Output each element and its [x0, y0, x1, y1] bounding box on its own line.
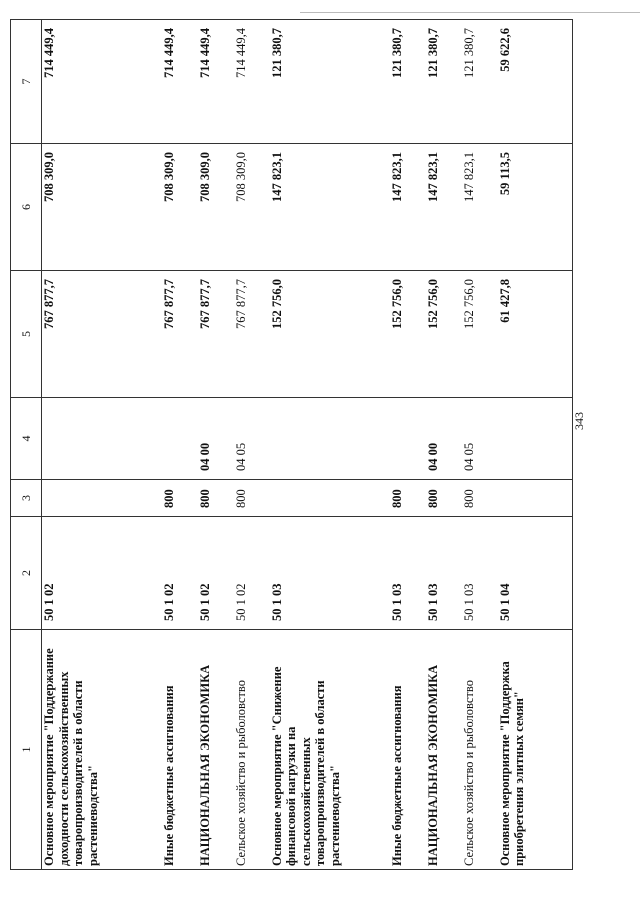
cell-col-2: 50 1 02: [162, 517, 198, 630]
cell-col-4: 04 05: [462, 398, 498, 480]
table-row: [462, 20, 498, 870]
cell-col-4: [162, 398, 198, 480]
table-row: [270, 20, 390, 870]
row-name-cell: Сельское хозяйство и рыболовство: [234, 630, 270, 870]
cell-col-6: 147 823,1: [390, 144, 426, 271]
cell-col-3: 800: [162, 480, 198, 517]
cell-col-2: 50 1 03: [462, 517, 498, 630]
cell-col-5: 767 877,7: [162, 271, 198, 398]
cell-col-5: 152 756,0: [462, 271, 498, 398]
table-body: [42, 20, 573, 870]
column-header-3: 3: [11, 480, 42, 517]
column-header-5: 5: [11, 271, 42, 398]
cell-col-5: 152 756,0: [270, 271, 390, 398]
column-header-7: 7: [11, 20, 42, 144]
cell-col-7: 121 380,7: [390, 20, 426, 144]
cell-col-4: 04 00: [426, 398, 462, 480]
row-name-cell: Основное мероприятие "Снижение финансовой нагрузки на сельскохозяйственных товаропроизводителей в области растениеводства": [270, 630, 390, 870]
cell-col-7: 121 380,7: [270, 20, 390, 144]
cell-col-6: 708 309,0: [162, 144, 198, 271]
cell-col-6: 708 309,0: [234, 144, 270, 271]
row-name-cell: Иные бюджетные ассигнования: [162, 630, 198, 870]
cell-col-5: 152 756,0: [426, 271, 462, 398]
cell-col-4: 04 05: [234, 398, 270, 480]
cell-col-3: 800: [462, 480, 498, 517]
cell-col-4: 04 00: [198, 398, 234, 480]
row-name-cell: Основное мероприятие "Поддержка приобретения элитных семян": [498, 630, 573, 870]
budget-table: [10, 19, 573, 870]
column-header-1: 1: [11, 630, 42, 870]
cell-col-4: [270, 398, 390, 480]
cell-col-2: 50 1 03: [270, 517, 390, 630]
row-name-cell: НАЦИОНАЛЬНАЯ ЭКОНОМИКА: [198, 630, 234, 870]
cell-col-2: 50 1 03: [426, 517, 462, 630]
cell-col-5: 767 877,7: [42, 271, 162, 398]
cell-col-6: 59 113,5: [498, 144, 573, 271]
cell-col-3: 800: [390, 480, 426, 517]
cell-col-6: 147 823,1: [462, 144, 498, 271]
cell-col-4: [390, 398, 426, 480]
rotated-page-content: [0, 10, 610, 880]
cell-col-7: 714 449,4: [42, 20, 162, 144]
cell-col-3: 800: [426, 480, 462, 517]
table-row: [498, 20, 573, 870]
cell-col-2: 50 1 02: [198, 517, 234, 630]
row-name-cell: Основное мероприятие "Поддержание доходности сельскохозяйственных товаропроизводителей в области растениеводства": [42, 630, 162, 870]
cell-col-7: 714 449,4: [162, 20, 198, 144]
cell-col-3: 800: [198, 480, 234, 517]
cell-col-6: 708 309,0: [42, 144, 162, 271]
table-row: [390, 20, 426, 870]
table-row: [234, 20, 270, 870]
table-row: [426, 20, 462, 870]
cell-col-6: 147 823,1: [270, 144, 390, 271]
cell-col-2: 50 1 02: [42, 517, 162, 630]
column-header-4: 4: [11, 398, 42, 480]
table-header-row: [11, 20, 42, 870]
cell-col-7: 714 449,4: [198, 20, 234, 144]
cell-col-7: 59 622,6: [498, 20, 573, 144]
cell-col-4: [42, 398, 162, 480]
cell-col-3: 800: [234, 480, 270, 517]
row-name-cell: Сельское хозяйство и рыболовство: [462, 630, 498, 870]
cell-col-6: 147 823,1: [426, 144, 462, 271]
cell-col-2: 50 1 04: [498, 517, 573, 630]
column-header-2: 2: [11, 517, 42, 630]
cell-col-2: 50 1 03: [390, 517, 426, 630]
cell-col-3: [42, 480, 162, 517]
table-row: [162, 20, 198, 870]
cell-col-7: 714 449,4: [234, 20, 270, 144]
row-name-cell: НАЦИОНАЛЬНАЯ ЭКОНОМИКА: [426, 630, 462, 870]
cell-col-3: [270, 480, 390, 517]
cell-col-7: 121 380,7: [462, 20, 498, 144]
cell-col-2: 50 1 02: [234, 517, 270, 630]
page-number: 343: [572, 412, 586, 430]
table-row: [198, 20, 234, 870]
cell-col-4: [498, 398, 573, 480]
cell-col-5: 767 877,7: [198, 271, 234, 398]
cell-col-7: 121 380,7: [426, 20, 462, 144]
row-name-cell: Иные бюджетные ассигнования: [390, 630, 426, 870]
table-row: [42, 20, 162, 870]
column-header-6: 6: [11, 144, 42, 271]
cell-col-5: 767 877,7: [234, 271, 270, 398]
cell-col-5: 61 427,8: [498, 271, 573, 398]
cell-col-6: 708 309,0: [198, 144, 234, 271]
cell-col-5: 152 756,0: [390, 271, 426, 398]
cell-col-3: [498, 480, 573, 517]
